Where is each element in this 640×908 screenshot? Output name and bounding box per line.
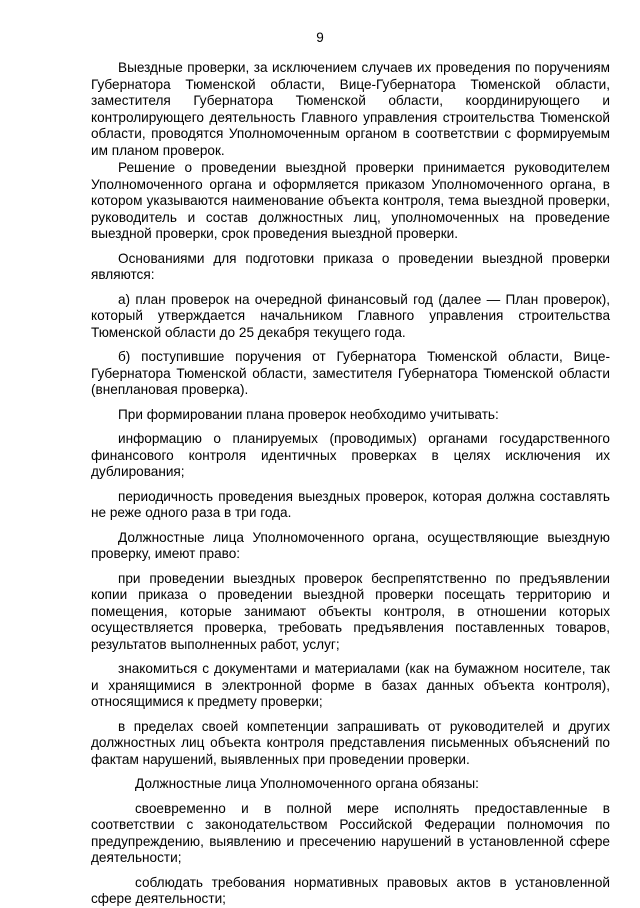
paragraph-item-b: б) поступившие поручения от Губернатора Тюменской области, Вице-Губернатора Тюменской области, заместителя Губернатора Тюменской области (внеплановая проверка). (91, 349, 610, 397)
paragraph-duty-powers: своевременно и в полной мере исполнять предоставленные в соответствии с законодательством Российской Федерации полномочия по предупреждению, выявлению и пресечению нарушений в установленной сфере деятельности; (91, 800, 610, 865)
paragraph-order-grounds: Основаниями для подготовки приказа о проведении выездной проверки являются: (91, 250, 610, 282)
paragraph-right-explanations: в пределах своей компетенции запрашивать от руководителей и других должностных лиц объекта контроля представления письменных объяснений по фактам нарушений, выявленных при проведении проверки. (91, 718, 610, 767)
paragraph-field-inspections: Выездные проверки, за исключением случаев их проведения по поручениям Губернатора Тюменской области, Вице-Губернатора Тюменской области, заместителя Губернатора Тюменской области, координирующего и контролирующего деятельность Главного управления строительства Тюменской области, проводятся Уполномоченным органом в соответствии с формируемым им планом проверок. (91, 60, 610, 158)
paragraph-plan-formation: При формировании плана проверок необходимо учитывать: (118, 406, 499, 422)
paragraph-duty-compliance: соблюдать требования нормативных правовых актов в установленной сфере деятельности; (91, 874, 610, 906)
document-body (91, 60, 610, 908)
paragraph-item-a: а) план проверок на очередной финансовый год (далее — План проверок), который утверждается начальником Главного управления строительства Тюменской области до 25 декабря текущего года. (91, 291, 610, 340)
paragraph-officials-rights: Должностные лица Уполномоченного органа, осуществляющие выездную проверку, имеют право: (91, 529, 610, 561)
paragraph-periodicity: периодичность проведения выездных проверок, которая должна составлять не реже одного раза в три года. (91, 488, 610, 520)
paragraph-right-access: при проведении выездных проверок беспрепятственно по предъявлении копии приказа о проведении выездной проверки посещать территорию и помещения, которые занимают объекты контроля, в отношении которых осуществляется проверка, требовать предъявления поставленных товаров, результатов выполненных работ, услуг; (91, 570, 610, 652)
paragraph-officials-duties: Должностные лица Уполномоченного органа обязаны: (135, 776, 479, 791)
page-number: 9 (316, 30, 324, 45)
paragraph-right-documents: знакомиться с документами и материалами (как на бумажном носителе, так и хранящимися в электронной форме в базах данных объекта контроля), относящимися к предмету проверки; (91, 661, 610, 709)
paragraph-identical-inspections: информацию о планируемых (проводимых) органами государственного финансового контроля идентичных проверках в целях исключения их дублирования; (91, 431, 610, 479)
paragraph-inspection-decision: Решение о проведении выездной проверки принимается руководителем Уполномоченного органа и оформляется приказом Уполномоченного органа, в котором указываются наименование объекта контроля, тема выездной проверки, руководитель и состав должностных лиц, уполномоченных на проведение выездной проверки, срок проведения выездной проверки. (91, 160, 610, 241)
